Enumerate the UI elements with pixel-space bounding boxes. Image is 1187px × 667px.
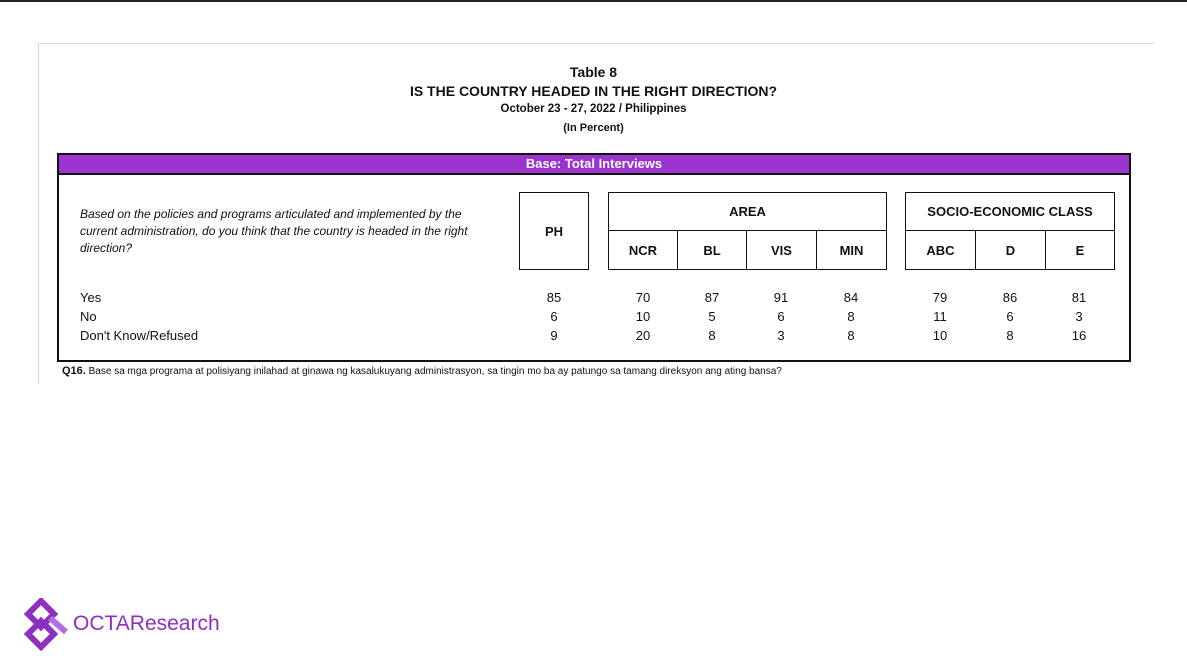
cell-no-bl: 5 [708,309,716,324]
col-header-e: E [1045,230,1115,270]
group-header-area: AREA [608,192,887,231]
cell-yes-bl: 87 [704,290,720,305]
table-number: Table 8 [569,64,618,80]
cell-yes-ph: 85 [546,290,562,305]
results-table [57,153,1131,362]
cell-yes-e: 81 [1071,290,1087,305]
cell-dk-vis: 3 [777,328,785,343]
cell-yes-min: 84 [843,290,859,305]
cell-no-e: 3 [1075,309,1083,324]
cell-dk-bl: 8 [708,328,716,343]
cell-no-abc: 11 [933,309,947,324]
cell-dk-ph: 9 [550,328,558,343]
cell-yes-abc: 79 [932,290,948,305]
base-band: Base: Total Interviews [59,155,1129,175]
cell-dk-e: 16 [1071,328,1087,343]
top-border-line [0,0,1187,2]
cell-no-min: 8 [847,309,855,324]
cell-dk-abc: 10 [932,328,948,343]
cell-yes-vis: 91 [773,290,789,305]
cell-dk-min: 8 [847,328,855,343]
group-header-socio-economic-class: SOCIO-ECONOMIC CLASS [905,192,1115,231]
table-header [0,63,1187,136]
cell-no-ph: 6 [550,309,558,324]
cell-dk-d: 8 [1006,328,1014,343]
cell-no-vis: 6 [777,309,785,324]
table-title: IS THE COUNTRY HEADED IN THE RIGHT DIRECTION? [409,83,778,99]
row-label-dont-know: Don't Know/Refused [80,328,199,343]
brand-name: OCTAResearch [73,612,220,635]
cell-no-d: 6 [1006,309,1014,324]
footnote-text: Base sa mga programa at polisiyang inilahad at ginawa ng kasalukuyang administrasyon, sa tingin mo ba ay patungo sa tamang direksyon ang ating bansa? [88,366,782,377]
col-header-ph: PH [519,192,589,270]
col-header-d: D [975,230,1046,270]
footnote [62,364,782,379]
footnote-code: Q16. [62,365,86,377]
cell-yes-ncr: 70 [635,290,651,305]
col-header-abc: ABC [905,230,976,270]
row-label-no: No [80,309,97,324]
survey-dates: October 23 - 27, 2022 / Philippines [500,103,687,115]
cell-dk-ncr: 20 [635,328,651,343]
col-header-bl: BL [677,230,747,270]
octa-diamond-logo-icon [22,598,72,652]
question-text: Based on the policies and programs articulated and implemented by the current administration, do you think that the country is headed in the right direction? [80,207,468,255]
cell-yes-d: 86 [1002,290,1018,305]
row-label-yes: Yes [80,290,102,305]
col-header-min: MIN [816,230,887,270]
col-header-ncr: NCR [608,230,678,270]
col-header-vis: VIS [746,230,817,270]
cell-no-ncr: 10 [635,309,651,324]
unit-label: (In Percent) [563,122,624,134]
